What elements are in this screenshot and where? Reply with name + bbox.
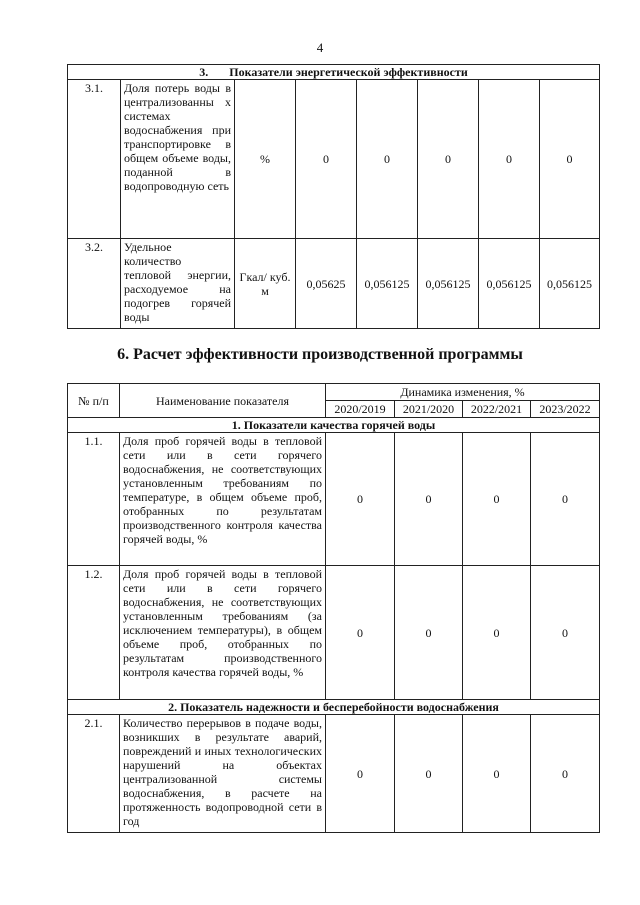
value-cell: 0 xyxy=(531,433,600,566)
value-cell: 0 xyxy=(463,433,531,566)
value-cell: 0 xyxy=(540,80,600,239)
value-cell: 0,05625 xyxy=(296,239,357,329)
value-cell: 0 xyxy=(326,566,395,700)
row-number: 1.2. xyxy=(68,566,120,700)
column-header-dynamics: Динамика изменения, % xyxy=(326,384,600,401)
row-number: 1.1. xyxy=(68,433,120,566)
year-header: 2020/2019 xyxy=(326,401,395,418)
year-header: 2021/2020 xyxy=(395,401,463,418)
value-cell: 0 xyxy=(463,715,531,833)
value-cell: 0 xyxy=(463,566,531,700)
indicator-name: Удельное количество тепловой энергии, расходуемое на подогрев горячей воды xyxy=(121,239,235,329)
table-row xyxy=(68,566,600,700)
indicator-name: Доля проб горячей воды в тепловой сети или в сети горячего водоснабжения, не соответствующих установленным требованиям (за исключением температуры), в общем объеме проб, отобранных по результатам производственного контроля качества горячей воды, % xyxy=(120,566,326,700)
table-row xyxy=(68,433,600,566)
value-cell: 0 xyxy=(395,715,463,833)
value-cell: 0 xyxy=(326,433,395,566)
value-cell: 0,056125 xyxy=(418,239,479,329)
row-number: 3.2. xyxy=(68,239,121,329)
section-1-title: 1. Показатели качества горячей воды xyxy=(68,418,600,433)
value-cell: 0 xyxy=(418,80,479,239)
table-row xyxy=(68,715,600,833)
value-cell: 0,056125 xyxy=(540,239,600,329)
value-cell: 0 xyxy=(326,715,395,833)
unit-cell: % xyxy=(235,80,296,239)
section-2-title: 2. Показатель надежности и бесперебойности водоснабжения xyxy=(68,700,600,715)
table-header-row xyxy=(68,384,600,401)
row-number: 2.1. xyxy=(68,715,120,833)
year-header: 2022/2021 xyxy=(463,401,531,418)
table-section-header xyxy=(68,65,600,80)
section-3-title: 3. Показатели энергетической эффективности xyxy=(68,65,600,80)
year-header: 2023/2022 xyxy=(531,401,600,418)
value-cell: 0 xyxy=(296,80,357,239)
unit-cell: Гкал/ куб. м xyxy=(235,239,296,329)
table-row xyxy=(68,239,600,329)
value-cell: 0,056125 xyxy=(479,239,540,329)
value-cell: 0 xyxy=(395,433,463,566)
value-cell: 0 xyxy=(479,80,540,239)
table-section-header xyxy=(68,418,600,433)
program-efficiency-table xyxy=(67,383,600,833)
value-cell: 0,056125 xyxy=(357,239,418,329)
value-cell: 0 xyxy=(357,80,418,239)
indicator-name: Количество перерывов в подаче воды, возникших в результате аварий, повреждений и иных технологических нарушений на объектах централизованной системы водоснабжения, в расчете на протяженность водопроводной сети в год xyxy=(120,715,326,833)
section-6-heading: 6. Расчет эффективности производственной программы xyxy=(117,346,523,363)
indicator-name: Доля проб горячей воды в тепловой сети или в сети горячего водоснабжения, не соответствующих установленным требованиям по температуре, в общем объеме проб, отобранных по результатам производственного контроля качества горячей воды, % xyxy=(120,433,326,566)
table-row xyxy=(68,80,600,239)
value-cell: 0 xyxy=(531,566,600,700)
energy-efficiency-table xyxy=(67,64,600,329)
column-header-name: Наименование показателя xyxy=(120,384,326,418)
page-number: 4 xyxy=(316,40,324,55)
value-cell: 0 xyxy=(395,566,463,700)
row-number: 3.1. xyxy=(68,80,121,239)
value-cell: 0 xyxy=(531,715,600,833)
table-section-header xyxy=(68,700,600,715)
indicator-name: Доля потерь воды в централизованны х системах водоснабжения при транспортировке в общем объеме воды, поданной в водопроводную сеть xyxy=(121,80,235,239)
column-header-number: № п/п xyxy=(68,384,120,418)
